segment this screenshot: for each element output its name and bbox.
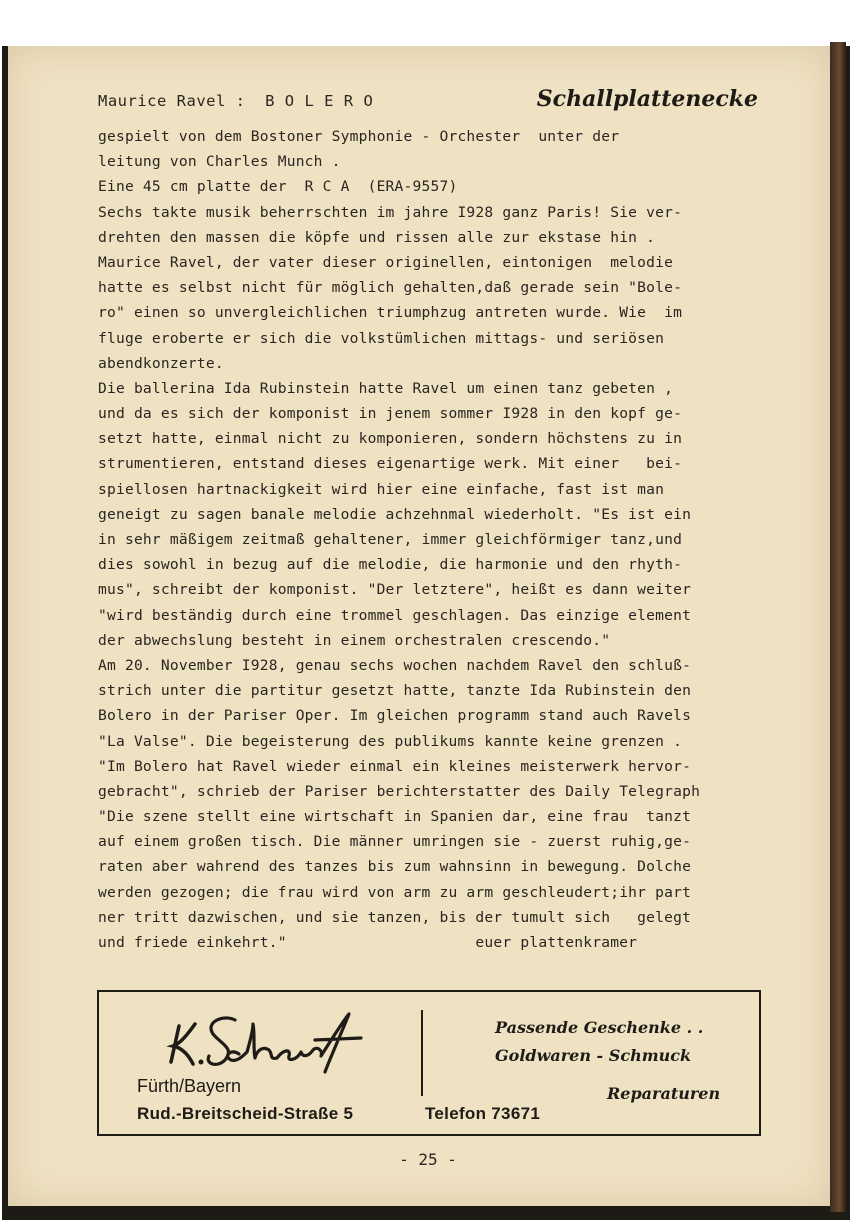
text-line: strumentieren, entstand dieses eigenartige werk. Mit einer bei- <box>98 455 683 473</box>
text-line: Die ballerina Ida Rubinstein hatte Ravel um einen tanz gebeten , <box>98 379 674 397</box>
text-line: dies sowohl in bezug auf die melodie, die harmonie und den rhyth- <box>98 556 683 574</box>
text-line: und da es sich der komponist in jenem sommer I928 in den kopf ge- <box>98 405 683 423</box>
text-line: strich unter die partitur gesetzt hatte, tanzte Ida Rubinstein den <box>98 682 692 700</box>
page-binding-edge <box>830 42 846 1212</box>
text-line: "wird beständig durch eine trommel geschlagen. Das einzige element <box>98 606 692 624</box>
ad-divider <box>421 1010 423 1096</box>
page-number: - 25 - <box>399 1150 457 1169</box>
ad-jewelry-line: Goldwaren - Schmuck <box>495 1046 692 1065</box>
text-line: Sechs takte musik beherrschten im jahre I928 ganz Paris! Sie ver- <box>98 203 683 221</box>
text-line: Maurice Ravel, der vater dieser originellen, eintonigen melodie <box>98 253 674 271</box>
text-line: Am 20. November I928, genau sechs wochen nachdem Ravel den schluß- <box>98 656 692 674</box>
text-line: gebracht", schrieb der Pariser berichterstatter des Daily Telegraph <box>98 782 701 800</box>
text-line: "La Valse". Die begeisterung des publikums kannte keine grenzen . <box>98 732 683 750</box>
shop-city: Fürth/Bayern <box>137 1076 242 1096</box>
text-line: der abwechslung besteht in einem orchestralen crescendo." <box>98 631 611 649</box>
text-line: "Die szene stellt eine wirtschaft in Spanien dar, eine frau tanzt <box>98 808 692 826</box>
shop-phone: Telefon 73671 <box>425 1104 541 1123</box>
page-header <box>98 86 758 116</box>
text-line: in sehr mäßigem zeitmaß gehaltener, immer gleichförmiger tanz,und <box>98 531 683 548</box>
text-line: ner tritt dazwischen, und sie tanzen, bis der tumult sich gelegt <box>98 908 692 926</box>
text-line: geneigt zu sagen banale melodie achzehnmal wiederholt. "Es ist ein <box>98 505 692 523</box>
signature-logo <box>165 1004 375 1074</box>
column-title: Schallplattenecke <box>536 86 758 112</box>
ad-repairs-line: Reparaturen <box>607 1084 721 1103</box>
text-line: leitung von Charles Munch . <box>98 153 341 171</box>
text-line: drehten den massen die köpfe und rissen alle zur ekstase hin . <box>98 228 656 246</box>
article-body <box>98 124 770 955</box>
text-line: mus", schreibt der komponist. "Der letztere", heißt es dann weiter <box>98 581 692 599</box>
text-line: raten aber wahrend des tanzes bis zum wahnsinn in bewegung. Dolche <box>98 858 692 876</box>
scan-top-margin <box>2 6 850 46</box>
text-line: auf einem großen tisch. Die männer umringen sie - zuerst ruhig,ge- <box>98 833 692 851</box>
text-line: setzt hatte, einmal nicht zu komponieren, sondern höchstens zu in <box>98 430 683 448</box>
text-line: ro" einen so unvergleichlichen triumphzug antreten wurde. Wie im <box>98 304 683 322</box>
ad-gifts-line: Passende Geschenke . . <box>495 1018 704 1037</box>
text-line: "Im Bolero hat Ravel wieder einmal ein kleines meisterwerk hervor- <box>98 757 692 775</box>
text-line: Eine 45 cm platte der R C A (ERA-9557) <box>98 178 458 196</box>
text-line: spiellosen hartnackigkeit wird hier eine einfache, fast ist man <box>98 480 665 498</box>
text-line: Bolero in der Pariser Oper. Im gleichen programm stand auch Ravels <box>98 707 692 725</box>
text-line: werden gezogen; die frau wird von arm zu arm geschleudert;ihr part <box>98 883 692 901</box>
text-line: und friede einkehrt." euer plattenkramer <box>98 934 638 951</box>
text-line: fluge eroberte er sich die volkstümlichen mittags- und seriösen <box>98 329 665 347</box>
text-line: hatte es selbst nicht für möglich gehalten,daß gerade sein "Bole- <box>98 279 683 297</box>
shop-street: Rud.-Breitscheid-Straße 5 <box>137 1104 354 1123</box>
text-line: gespielt von dem Bostoner Symphonie - Orchester unter der <box>98 128 620 145</box>
running-title: Maurice Ravel : B O L E R O <box>98 92 374 110</box>
advertisement-box <box>97 990 761 1136</box>
text-line: abendkonzerte. <box>98 354 224 372</box>
